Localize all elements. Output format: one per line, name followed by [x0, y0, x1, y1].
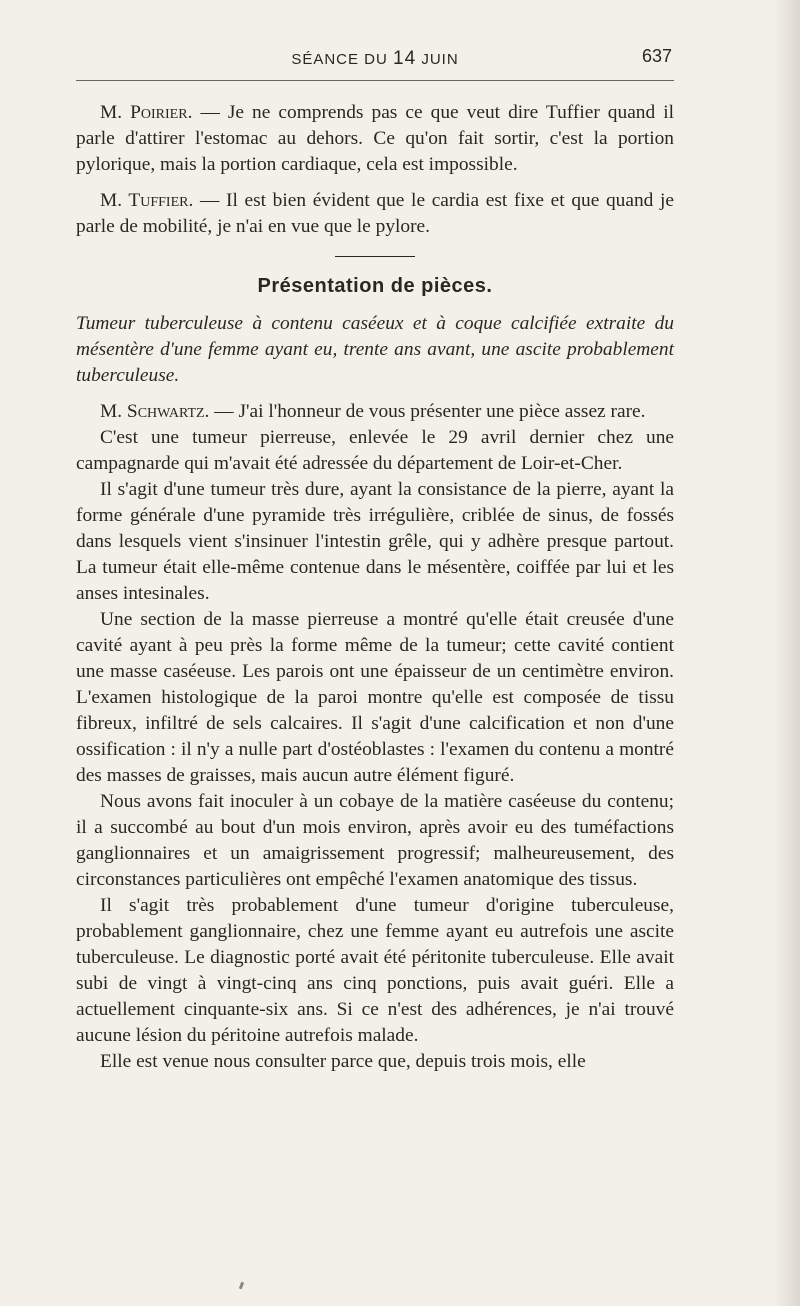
paragraph: Il s'agit d'une tumeur très dure, ayant la consistance de la pierre, ayant la forme générale d'une pyramide très irrégulière, criblée de sinus, de fossés dans lesquels vient s'insinuer l'intestin grêle, qui y adhère presque partout. La tumeur était elle-même contenue dans le mésentère, coiffée par lui et les anses intesinales. — [76, 479, 674, 604]
page-edge-shadow — [774, 0, 800, 1306]
paragraph-schwartz — [76, 399, 674, 425]
speaker-name: M. Poirier. — [100, 102, 193, 123]
paragraph: Il s'agit très probablement d'une tumeur d'origine tuberculeuse, probablement ganglionnaire, chez une femme ayant eu autrefois une ascite tuberculeuse. Le diagnostic porté avait été péritonite tuberculeuse. Elle avait subi de vingt à vingt-cinq ans cinq ponctions, puis avait guéri. Elle a actuellement cinquante-six ans. Si ce n'est des adhérences, je n'ai trouvé aucune lésion du péritoine autrefois malade. — [76, 895, 674, 1046]
paragraph-tuffier — [76, 188, 674, 240]
page-number: 637 — [641, 46, 672, 66]
header-rule — [76, 80, 674, 81]
running-title — [76, 48, 674, 70]
running-title-suffix: JUIN — [421, 51, 459, 68]
paragraph: Une section de la masse pierreuse a montré qu'elle était creusée d'une cavité ayant à peu près la forme même de la tumeur; cette cavité contient une masse caséeuse. Les parois ont une épaisseur de un centimètre environ. L'examen histologique de la paroi montre qu'elle est composée de tissu fibreux, infiltré de sels calcaires. Il s'agit d'une calcification et non d'une ossification : il n'y a nulle part d'ostéoblastes : l'examen du contenu a montré des masses de graisses, mais aucun autre élément figuré. — [76, 609, 674, 786]
page-header — [76, 44, 674, 72]
paragraph-text: — Il est bien évident que le cardia est fixe et que quand je parle de mobilité, je n'ai en vue que le pylore. — [76, 190, 674, 237]
running-title-day: 14 — [393, 48, 417, 69]
paragraph: Elle est venue nous consulter parce que, depuis trois mois, elle — [100, 1051, 586, 1072]
speaker-name: M. Tuffier. — [100, 190, 194, 211]
body-text — [76, 100, 674, 1075]
running-title-prefix: SÉANCE DU — [291, 51, 388, 68]
paragraph-text: — Je ne comprends pas ce que veut dire Tuffier quand il parle d'attirer l'estomac au dehors. Ce qu'on fait sortir, c'est la portion pylorique, mais la portion cardiaque, cela est impossible. — [76, 102, 674, 175]
section-title: Présentation de pièces. — [257, 275, 493, 297]
section-subtitle: Tumeur tuberculeuse à contenu caséeux et à coque calcifiée extraite du mésentère d'une femme ayant eu, trente ans avant, une ascite probablement tuberculeuse. — [76, 313, 674, 386]
paragraph-text: — J'ai l'honneur de vous présenter une pièce assez rare. — [209, 401, 646, 422]
paragraph: Nous avons fait inoculer à un cobaye de la matière caséeuse du contenu; il a succombé au bout d'un mois environ, après avoir eu des tuméfactions ganglionnaires et un amaigrissement progressif; malheureusement, des circonstances particulières ont empêché l'examen anatomique des tissus. — [76, 791, 674, 890]
paragraph: C'est une tumeur pierreuse, enlevée le 29 avril dernier chez une campagnarde qui m'avait été adressée du département de Loir-et-Cher. — [76, 427, 674, 474]
section-divider — [335, 256, 415, 257]
speaker-name: M. Schwartz. — [100, 401, 210, 422]
paragraph-poirier — [76, 100, 674, 178]
ink-speck — [239, 1282, 244, 1290]
